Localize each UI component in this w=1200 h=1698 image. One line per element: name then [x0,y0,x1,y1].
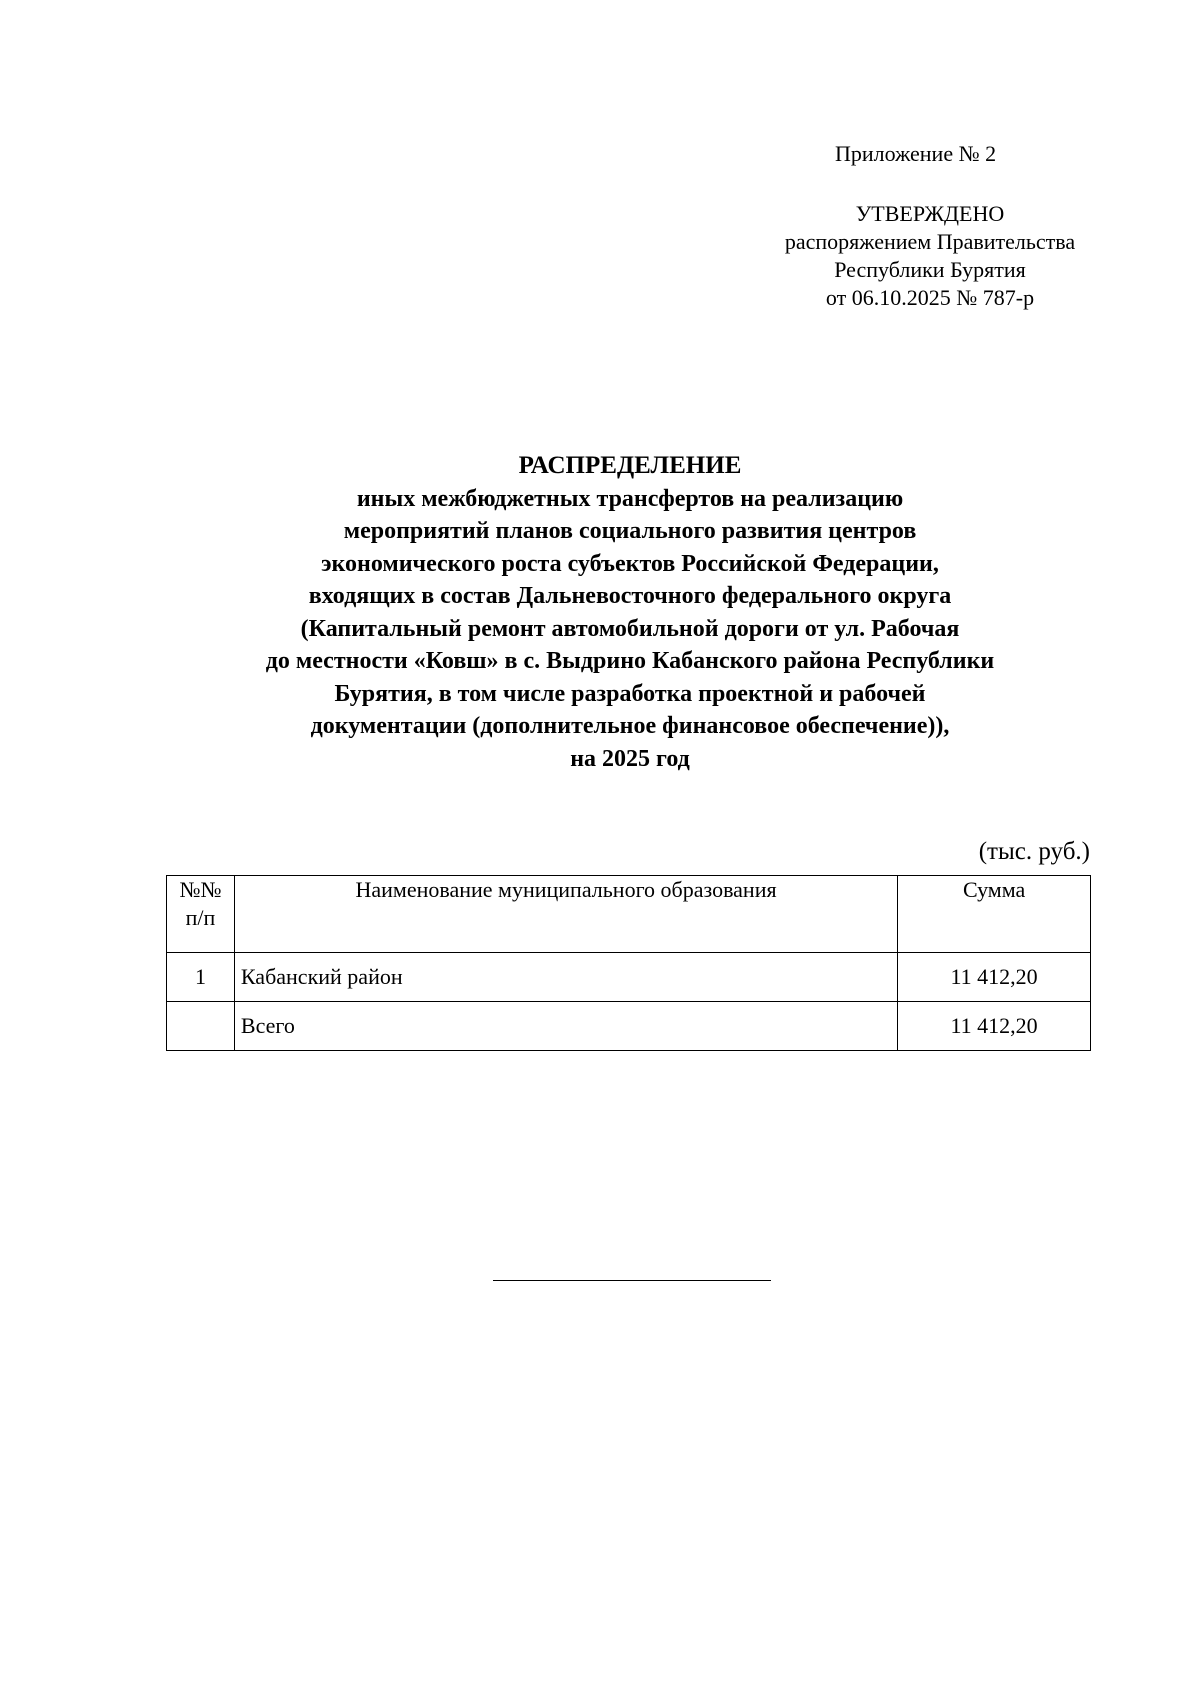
approval-line-4: от 06.10.2025 № 787-р [825,285,1035,310]
approval-line-1: УТВЕРЖДЕНО [855,201,1005,226]
row-number [167,1002,235,1051]
title-line: входящих в состав Дальневосточного федерального округа [308,583,952,609]
appendix-label: Приложение № 2 [835,141,997,166]
title-line: Бурятия, в том числе разработка проектной и рабочей [334,680,926,707]
document-title [150,450,1110,775]
header-name: Наименование муниципального образования [234,876,897,953]
title-line: документации (дополнительное финансовое обеспечение)), [310,713,950,739]
title-line: (Капитальный ремонт автомобильной дороги от ул. Рабочая [300,615,960,642]
approval-line-3: Республики Бурятия [834,257,1026,282]
approval-stamp [730,200,1130,312]
title-line: экономического роста субъектов Российской Федерации, [321,550,939,577]
table-row [167,953,1091,1002]
title-line: до местности «Ковш» в с. Выдрино Кабанского района Республики [265,648,995,674]
distribution-table [166,875,1091,1051]
title-line: иных межбюджетных трансфертов на реализацию [356,485,904,512]
units-label: (тыс. руб.) [978,838,1090,865]
row-name: Кабанский район [234,953,897,1002]
row-sum: 11 412,20 [898,1002,1091,1051]
table-total-row [167,1002,1091,1051]
title-heading: РАСПРЕДЕЛЕНИЕ [518,452,742,479]
row-sum: 11 412,20 [898,953,1091,1002]
end-divider [493,1280,771,1281]
title-line: на 2025 год [570,745,690,772]
table-header-row [167,876,1091,953]
header-number [167,876,235,953]
approval-line-2: распоряжением Правительства [784,229,1076,254]
title-line: мероприятий планов социального развития центров [343,518,917,544]
header-sum: Сумма [898,876,1091,953]
row-name: Всего [234,1002,897,1051]
header-number-line-1: №№ [179,877,222,902]
row-number: 1 [167,953,235,1002]
header-number-line-2: п/п [185,905,216,930]
